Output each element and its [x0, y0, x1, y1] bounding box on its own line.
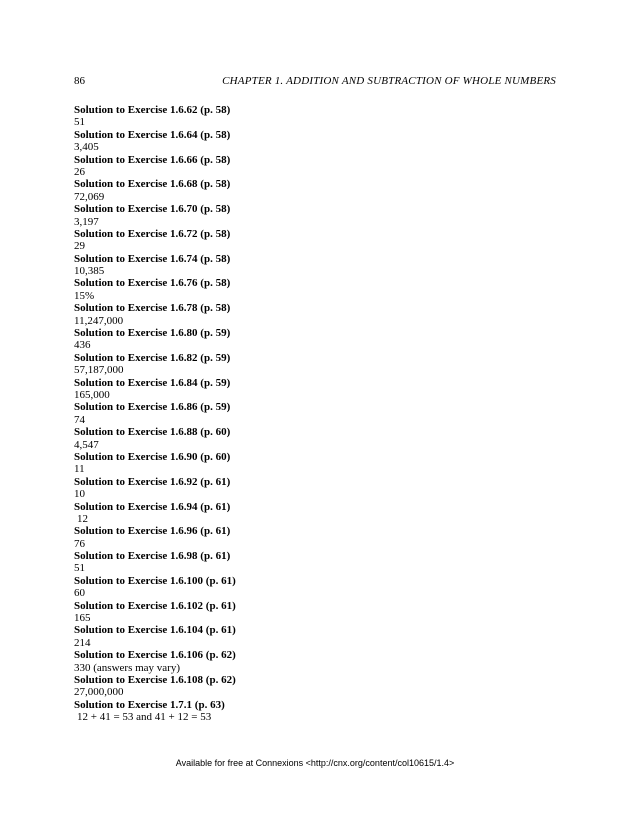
- solution-answer: 60: [74, 587, 85, 600]
- solution-title: Solution to Exercise 1.6.96 (p. 61): [74, 525, 231, 538]
- solution-title: Solution to Exercise 1.6.76 (p. 58): [74, 277, 231, 290]
- solution-title: Solution to Exercise 1.6.100 (p. 61): [74, 574, 236, 587]
- page-number: 86: [74, 75, 85, 87]
- solution-title: Solution to Exercise 1.6.88 (p. 60): [74, 426, 231, 439]
- solution-item: [74, 401, 554, 426]
- solution-item: [74, 501, 554, 526]
- solution-answer: 165: [74, 612, 91, 625]
- solution-item: [74, 327, 554, 352]
- solution-title: Solution to Exercise 1.6.80 (p. 59): [74, 327, 231, 340]
- solution-item: [74, 451, 554, 476]
- solution-title: Solution to Exercise 1.6.72 (p. 58): [74, 227, 231, 240]
- solution-answer: 12 + 41 = 53 and 41 + 12 = 53: [77, 711, 212, 724]
- solution-title: Solution to Exercise 1.6.106 (p. 62): [74, 649, 236, 662]
- solution-answer: 74: [74, 413, 85, 426]
- solution-title: Solution to Exercise 1.6.86 (p. 59): [74, 401, 231, 414]
- solution-title: Solution to Exercise 1.6.78 (p. 58): [74, 302, 231, 315]
- solution-item: [74, 253, 554, 278]
- solution-answer: 10,385: [74, 265, 105, 278]
- solution-title: Solution to Exercise 1.6.90 (p. 60): [74, 450, 231, 463]
- solution-answer: 15%: [74, 289, 95, 302]
- solution-answer: 11,247,000: [74, 314, 124, 327]
- solution-item: [74, 624, 554, 649]
- solution-title: Solution to Exercise 1.6.66 (p. 58): [74, 153, 231, 166]
- solution-item: [74, 550, 554, 575]
- solution-item: [74, 426, 554, 451]
- solution-answer: 26: [74, 165, 85, 178]
- solution-item: [74, 352, 554, 377]
- page-footer: Available for free at Connexions <http://cnx.org/content/col10615/1.4>: [175, 758, 455, 768]
- solution-item: [74, 228, 554, 253]
- solution-title: Solution to Exercise 1.6.74 (p. 58): [74, 252, 231, 265]
- solution-item: [74, 129, 554, 154]
- solution-title: Solution to Exercise 1.7.1 (p. 63): [74, 698, 225, 711]
- solution-answer: 165,000: [74, 388, 110, 401]
- solution-title: Solution to Exercise 1.6.82 (p. 59): [74, 351, 231, 364]
- solution-title: Solution to Exercise 1.6.64 (p. 58): [74, 128, 231, 141]
- solution-item: [74, 302, 554, 327]
- solution-item: [74, 377, 554, 402]
- solution-item: [74, 575, 554, 600]
- solution-answer: 51: [74, 562, 85, 575]
- solution-answer: 27,000,000: [74, 686, 124, 699]
- solution-answer: 76: [74, 537, 85, 550]
- solution-item: [74, 699, 554, 724]
- solution-answer: 12: [77, 512, 88, 525]
- solution-answer: 3,197: [74, 215, 99, 228]
- solution-item: [74, 154, 554, 179]
- running-head: CHAPTER 1. ADDITION AND SUBTRACTION OF WHOLE NUMBERS: [222, 75, 556, 87]
- solution-answer: 3,405: [74, 141, 99, 154]
- solution-item: [74, 277, 554, 302]
- solution-item: [74, 525, 554, 550]
- solution-item: [74, 600, 554, 625]
- solution-item: [74, 674, 554, 699]
- solution-item: [74, 178, 554, 203]
- solution-answer: 436: [74, 339, 91, 352]
- solution-answer: 10: [74, 488, 85, 501]
- solution-item: [74, 203, 554, 228]
- solution-title: Solution to Exercise 1.6.104 (p. 61): [74, 624, 236, 637]
- solution-title: Solution to Exercise 1.6.68 (p. 58): [74, 178, 231, 191]
- solutions-list: [74, 104, 554, 724]
- solution-answer: 57,187,000: [74, 364, 124, 377]
- solution-answer: 330 (answers may vary): [74, 661, 180, 674]
- solution-answer: 51: [74, 116, 85, 129]
- solution-item: [74, 649, 554, 674]
- solution-item: [74, 476, 554, 501]
- solution-title: Solution to Exercise 1.6.84 (p. 59): [74, 376, 231, 389]
- solution-title: Solution to Exercise 1.6.108 (p. 62): [74, 673, 236, 686]
- solution-title: Solution to Exercise 1.6.62 (p. 58): [74, 104, 231, 116]
- solution-title: Solution to Exercise 1.6.102 (p. 61): [74, 599, 236, 612]
- solution-title: Solution to Exercise 1.6.98 (p. 61): [74, 550, 231, 563]
- solution-answer: 4,547: [74, 438, 99, 451]
- solution-answer: 29: [74, 240, 85, 253]
- solution-answer: 11: [74, 463, 85, 476]
- solution-title: Solution to Exercise 1.6.94 (p. 61): [74, 500, 231, 513]
- solution-title: Solution to Exercise 1.6.70 (p. 58): [74, 203, 231, 216]
- solution-answer: 214: [74, 636, 91, 649]
- solution-title: Solution to Exercise 1.6.92 (p. 61): [74, 475, 231, 488]
- solution-item: [74, 104, 554, 129]
- solution-answer: 72,069: [74, 190, 105, 203]
